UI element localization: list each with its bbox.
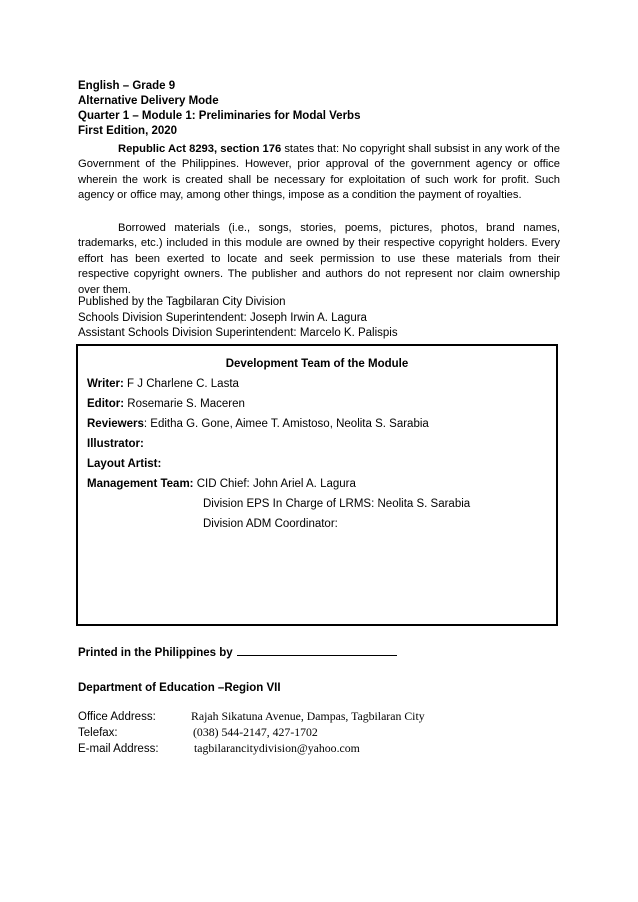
writer-label: Writer: — [87, 378, 124, 390]
email-row — [78, 741, 360, 756]
copyright-paragraph — [78, 142, 560, 204]
writer-value: F J Charlene C. Lasta — [123, 378, 239, 390]
act-text: states that: No copyright shall subsist in any work of the Government of the Philippines. However, prior approval of the government agency or office wherein the work is created shall be necessary for exploitation of such work for profit. Such agency or office may, among other things, impose as a condition the payment of royalties. — [78, 143, 560, 202]
writer-row — [87, 378, 239, 390]
layout-artist-label: Layout Artist: — [87, 458, 162, 470]
delivery-mode: Alternative Delivery Mode — [78, 95, 219, 107]
management-label: Management Team: — [87, 478, 194, 490]
printed-by-text: Printed in the Philippines by — [78, 647, 233, 659]
team-title: Development Team of the Module — [225, 358, 409, 370]
reviewers-value: : Editha G. Gone, Aimee T. Amistoso, Neolita S. Sarabia — [143, 418, 429, 430]
publisher-block — [78, 295, 398, 342]
development-team-box — [76, 344, 558, 626]
edition: First Edition, 2020 — [78, 125, 178, 137]
telefax-value: (038) 544-2147, 427-1702 — [193, 725, 318, 739]
illustrator-row — [87, 438, 144, 450]
assistant-superintendent: Assistant Schools Division Superintendent: Marcelo K. Palispis — [78, 327, 398, 339]
reviewers-label: Reviewers — [87, 418, 144, 430]
borrowed-text: Borrowed materials (i.e., songs, stories, poems, pictures, photos, brand names, trademarks, etc.) included in this module are owned by their respective copyright holders. Every effort has been exerted to locate and seek permission to use these materials from their respective copyright owners. The publisher and authors do not represent nor claim ownership over them. — [78, 222, 560, 296]
layout-artist-row — [87, 458, 161, 470]
printed-by-blank — [237, 645, 397, 656]
published-by: Published by the Tagbilaran City Division — [78, 296, 286, 308]
printed-by-line — [78, 645, 397, 659]
act-reference: Republic Act 8293, section 176 — [118, 143, 282, 155]
management-cid-chief: CID Chief: John Ariel A. Lagura — [193, 478, 356, 490]
editor-value: Rosemarie S. Maceren — [124, 398, 245, 410]
editor-label: Editor: — [87, 398, 125, 410]
editor-row — [87, 398, 245, 410]
reviewers-row — [87, 418, 429, 430]
illustrator-label: Illustrator: — [87, 438, 144, 450]
email-label: E-mail Address: — [78, 743, 159, 755]
management-eps-row: Division EPS In Charge of LRMS: Neolita S. Sarabia — [203, 498, 471, 510]
office-address-label: Office Address: — [78, 711, 156, 723]
telefax-row — [78, 725, 318, 740]
department-title: Department of Education –Region VII — [78, 682, 281, 694]
office-address-value: Rajah Sikatuna Avenue, Dampas, Tagbilaran City — [191, 709, 425, 723]
office-address-row — [78, 709, 425, 724]
subject-grade: English – Grade 9 — [78, 80, 176, 92]
module-header — [78, 79, 360, 139]
superintendent: Schools Division Superintendent: Joseph Irwin A. Lagura — [78, 311, 367, 324]
telefax-label: Telefax: — [78, 727, 118, 739]
management-team-row — [87, 478, 356, 490]
module-title: Quarter 1 – Module 1: Preliminaries for Modal Verbs — [78, 110, 361, 122]
email-value: tagbilarancitydivision@yahoo.com — [194, 741, 360, 755]
management-adm-row: Division ADM Coordinator: — [203, 518, 338, 530]
borrowed-materials-paragraph — [78, 221, 560, 298]
